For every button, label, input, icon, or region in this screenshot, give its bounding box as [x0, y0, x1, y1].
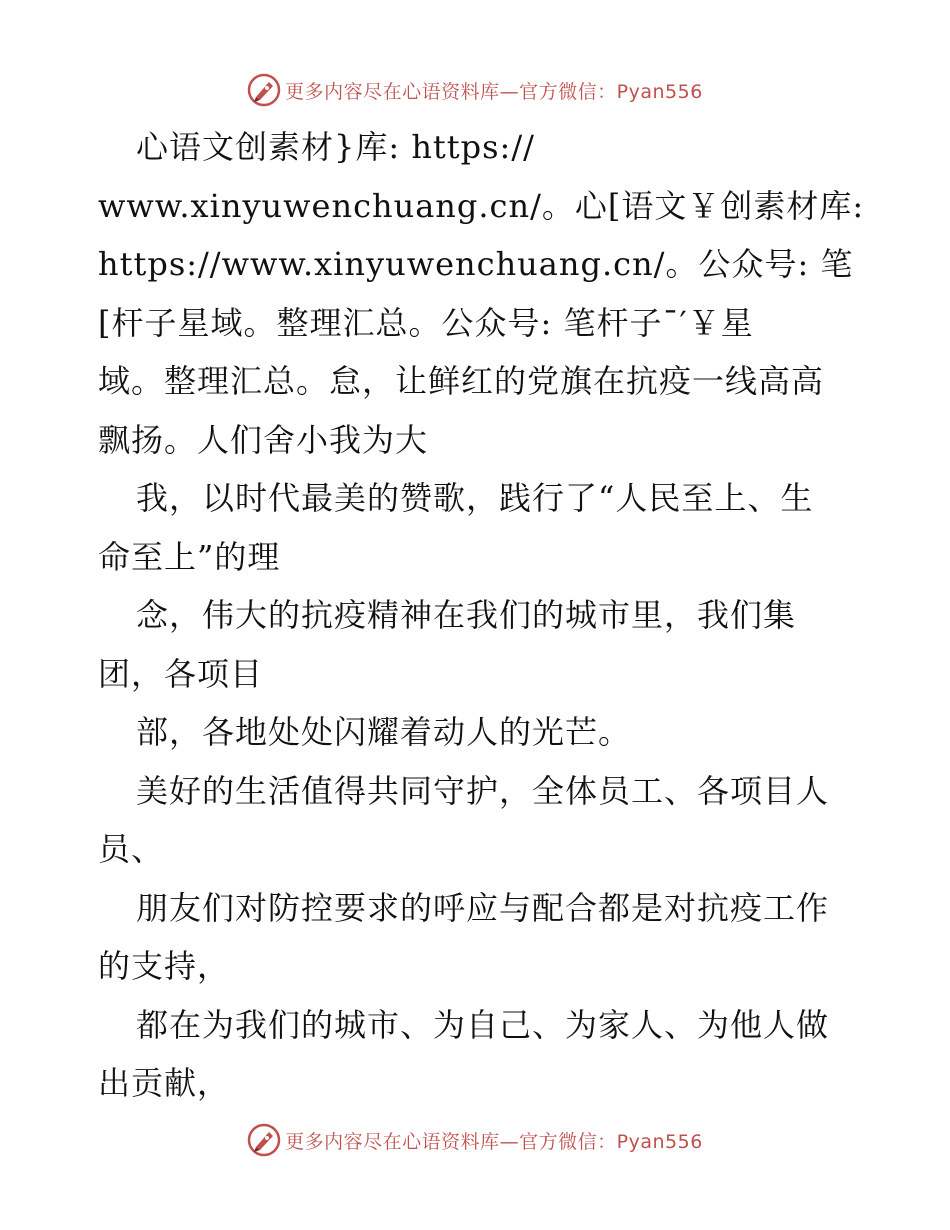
- text-line: 团，各项目: [98, 654, 264, 693]
- header-banner: [0, 70, 950, 110]
- header-banner-text: 更多内容尽在心语资料库—官方微信：Pyan556: [285, 80, 703, 103]
- text-line: https://www.xinyuwenchuang.cn/。公众号: 笔: [98, 245, 854, 283]
- text-line: 的支持，: [98, 947, 231, 985]
- text-line: 都在为我们的城市、为自己、为家人、为他人做: [136, 1005, 830, 1044]
- text-line: 员、: [98, 830, 165, 868]
- footer-banner: [0, 1120, 950, 1160]
- pen-nib-logo-icon: [247, 1123, 281, 1157]
- document-body: [98, 118, 865, 1113]
- text-line: 命至上”的理: [98, 537, 281, 576]
- text-line: 飘扬。人们舍小我为大: [98, 420, 429, 459]
- text-line: www.xinyuwenchuang.cn/。心[语文￥创素材库:: [98, 186, 865, 225]
- text-line: 出贡献，: [98, 1064, 231, 1102]
- pen-nib-logo-icon: [247, 73, 281, 107]
- text-line: 域。整理汇总。怠，让鲜红的党旗在抗疫一线高高: [98, 362, 825, 400]
- text-line: 部，各地处处闪耀着动人的光芒。: [136, 713, 632, 751]
- text-line: 心语文创素材}库: https://: [136, 128, 535, 166]
- footer-banner-text: 更多内容尽在心语资料库—官方微信：Pyan556: [285, 1130, 703, 1153]
- text-line: 美好的生活值得共同守护，全体员工、各项目人: [136, 771, 830, 810]
- text-line: 念，伟大的抗疫精神在我们的城市里，我们集: [136, 596, 797, 634]
- text-line: 朋友们对防控要求的呼应与配合都是对抗疫工作: [136, 888, 830, 927]
- text-line: 我，以时代最美的赞歌，践行了“人民至上、生: [136, 479, 814, 517]
- text-line: [杆子星域。整理汇总。公众号: 笔杆子¯′￥星: [98, 303, 754, 342]
